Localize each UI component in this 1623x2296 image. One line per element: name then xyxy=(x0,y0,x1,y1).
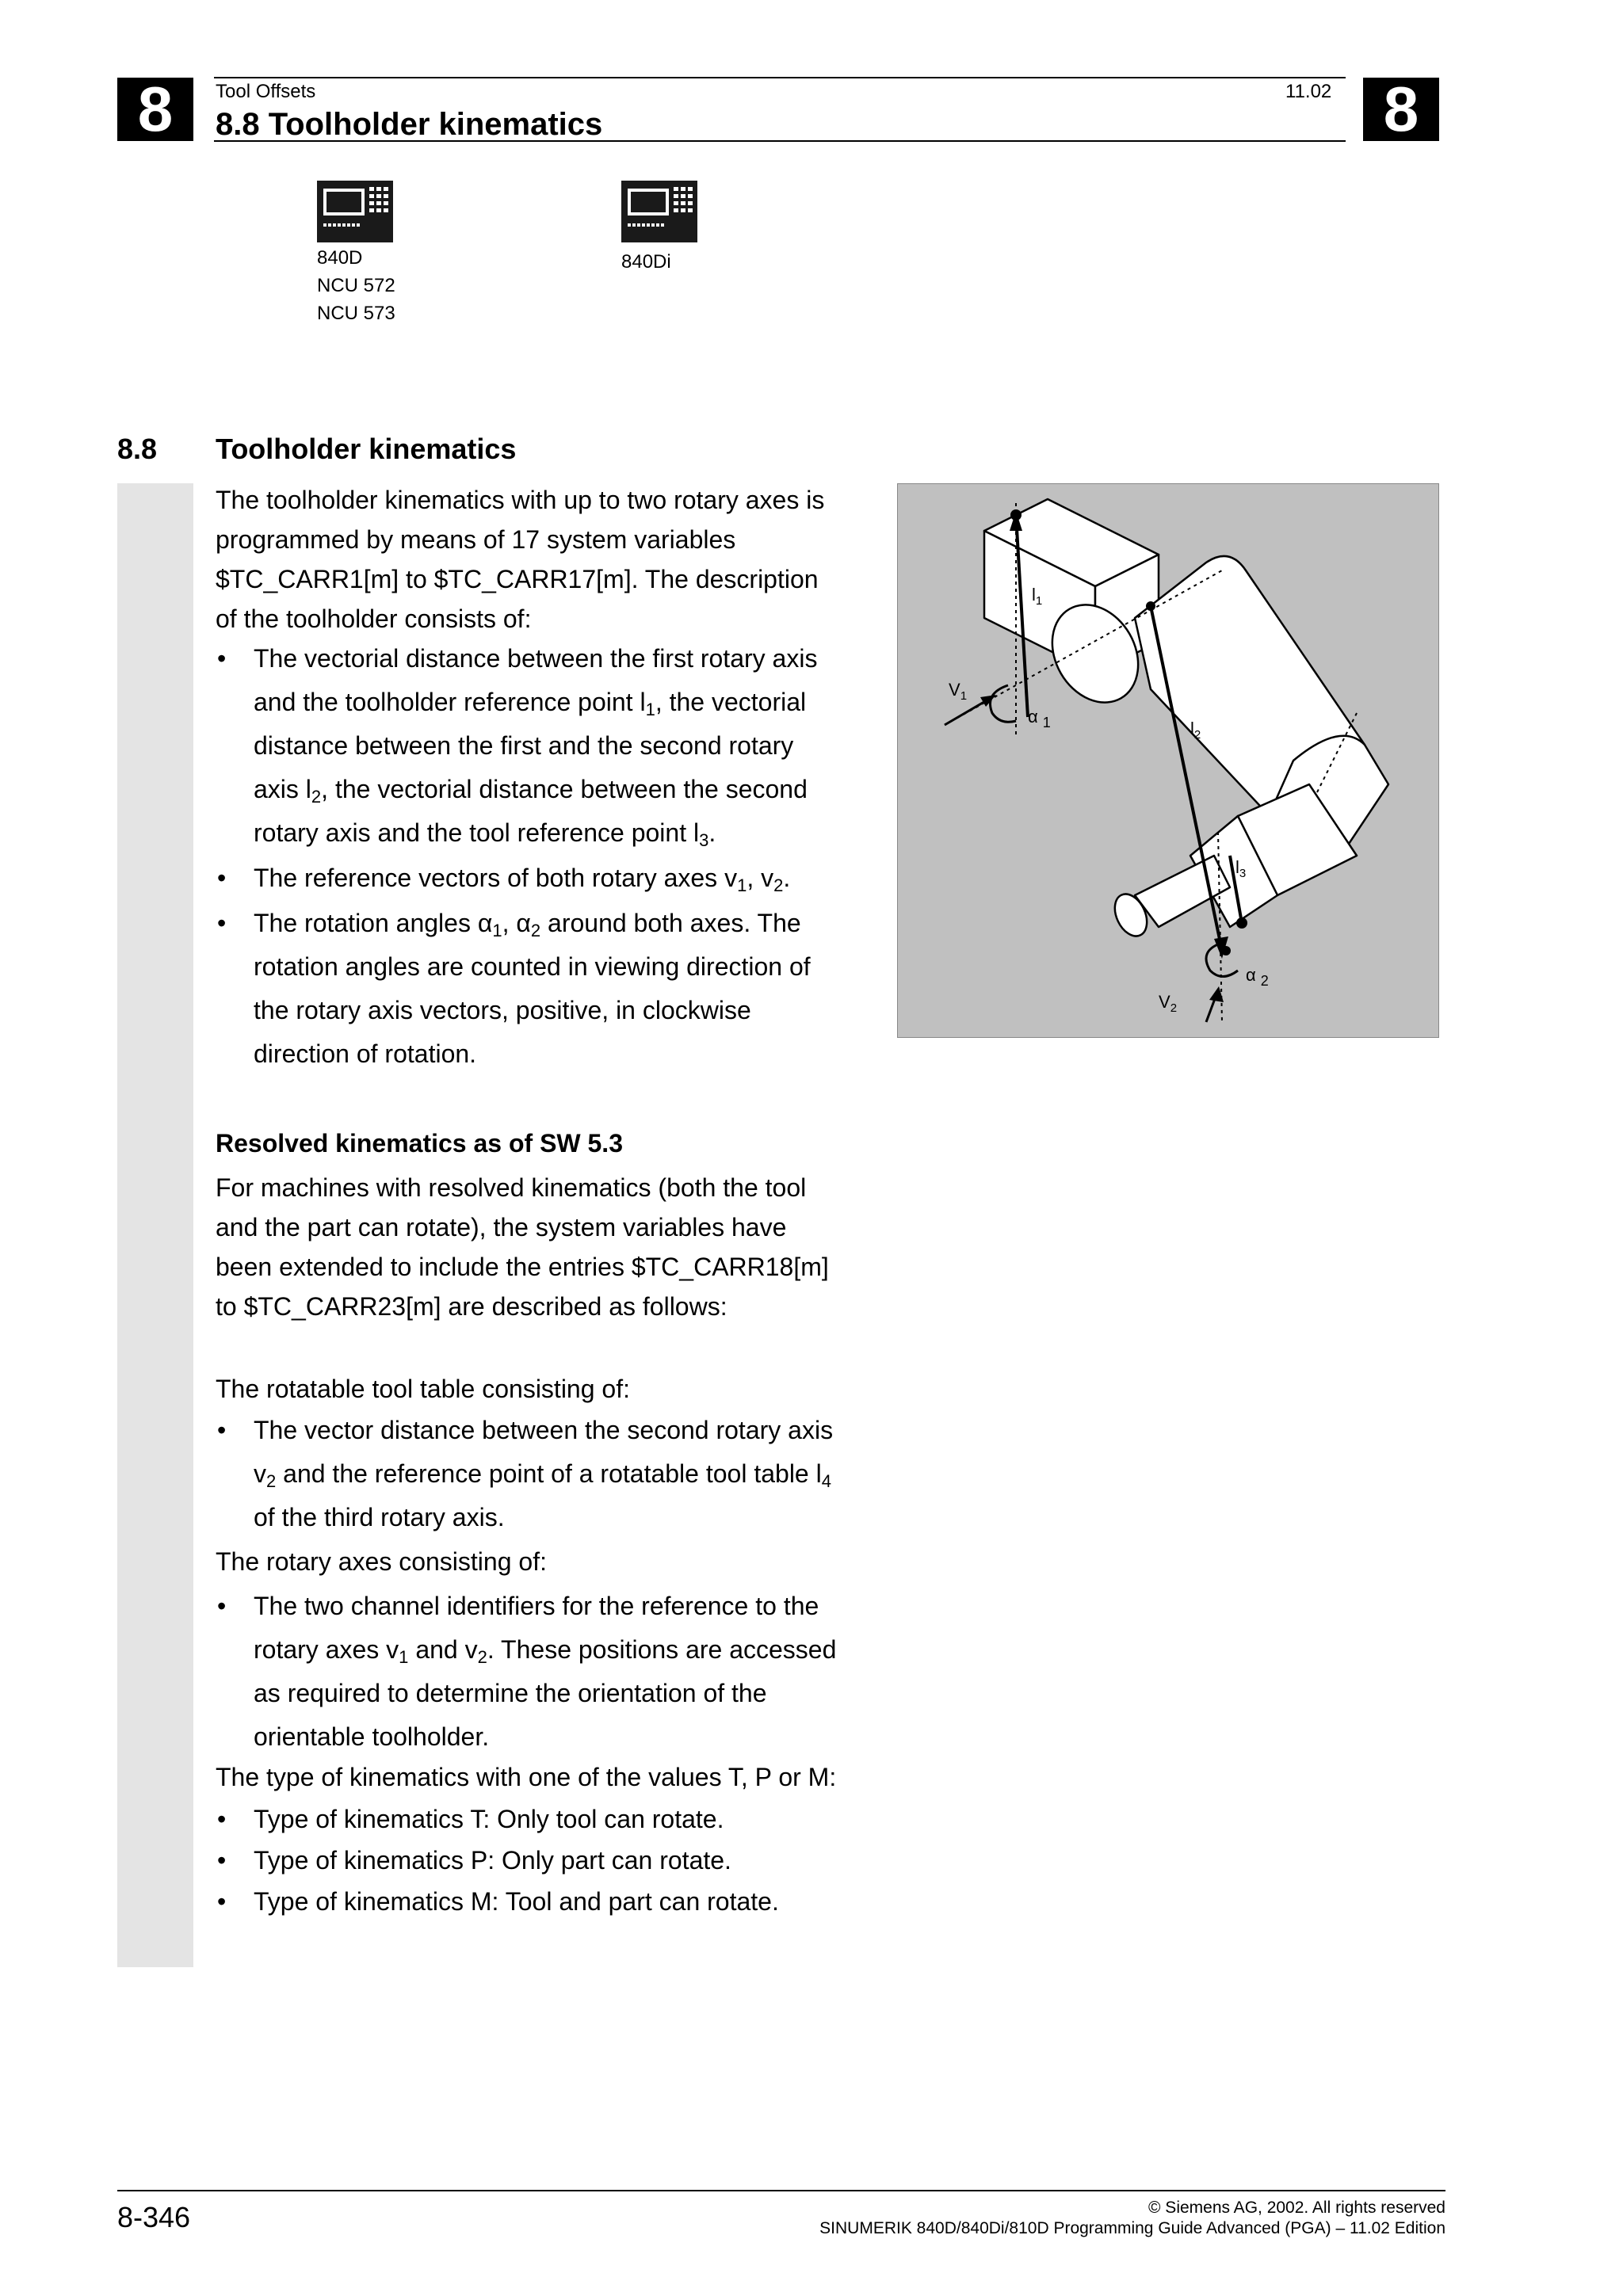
section-title: Toolholder kinematics xyxy=(216,433,517,465)
control-label: 840Di xyxy=(621,251,671,273)
margin-bar xyxy=(117,483,193,1967)
toolholder-kinematics-figure xyxy=(897,483,1439,1038)
svg-text:α2: α $_2$ xyxy=(1246,965,1269,989)
control-panel-icon xyxy=(317,181,393,242)
footer-copyright: © Siemens AG, 2002. All rights reserved xyxy=(1148,2199,1445,2217)
header-edition: 11.02 xyxy=(1285,81,1332,102)
svg-text:l2: $l_2$ xyxy=(1190,719,1201,742)
svg-text:V1: $V_1$ xyxy=(949,680,968,703)
rotary-axes-list xyxy=(216,1585,897,1759)
list-item: • The rotation angles $\alpha_1$, $\alpha_2$ around both axes. The rotation angles are counted in viewing direction of the rotary axis vectors, positive, in clockwise direction of rotation. xyxy=(217,909,811,1068)
chapter-number-box-left: 8 xyxy=(117,78,193,141)
list-item: • The vector distance between the second rotary axis $v_2$ and the reference point of a rotatable tool table $l_4$ of the third rotary axis. xyxy=(217,1416,834,1531)
rotatable-table-list xyxy=(216,1409,897,1539)
rotatable-table-intro: The rotatable tool table consisting of: xyxy=(216,1375,630,1403)
svg-text:l3: $l_3$ xyxy=(1235,857,1247,880)
kinematics-type-list xyxy=(216,1798,897,1922)
svg-text:V2: $V_2$ xyxy=(1159,992,1178,1015)
toolholder-description-list xyxy=(216,637,897,1076)
list-item: • Type of kinematics M: Tool and part can rotate. xyxy=(217,1887,779,1916)
header-section-name: Tool Offsets xyxy=(216,81,316,102)
list-item: • The vectorial distance between the first rotary axis and the toolholder reference point $l_1$, the vectorial distance between the first and the second rotary axis $l_2$, the vectorial distance between the second rotary axis and the tool reference point $l_3$. xyxy=(217,644,818,850)
list-item: • The reference vectors of both rotary axes $v_1$, $v_2$. xyxy=(217,864,791,895)
section-number: 8.8 xyxy=(117,433,158,465)
svg-text:α1: α $_1$ xyxy=(1028,707,1051,730)
header-title: 8.8 Toolholder kinematics xyxy=(216,107,603,142)
intro-paragraph: The toolholder kinematics with up to two rotary axes is programmed by means of 17 system variables $TC_CARR1[m] to $TC_CARR17[m]. The description of the toolholder consists of: xyxy=(216,486,825,633)
list-item: • Type of kinematics P: Only part can rotate. xyxy=(217,1846,731,1875)
header-top-rule xyxy=(214,77,1346,78)
control-label: 840D xyxy=(317,247,363,269)
control-label: NCU 573 xyxy=(317,303,395,324)
control-label: NCU 572 xyxy=(317,275,395,296)
control-panel-icon xyxy=(621,181,697,242)
resolved-paragraph: For machines with resolved kinematics (both the tool and the part can rotate), the system variables have been extended to include the entries $TC_CARR18[m] to $TC_CARR23[m] are described as follows: xyxy=(216,1173,829,1321)
page-number: 8-346 xyxy=(117,2201,191,2233)
chapter-number-box-right: 8 xyxy=(1363,78,1439,141)
svg-text:l1: $l_1$ xyxy=(1032,585,1043,608)
rotary-axes-intro: The rotary axes consisting of: xyxy=(216,1547,547,1576)
resolved-kinematics-heading: Resolved kinematics as of SW 5.3 xyxy=(216,1129,623,1158)
footer-rule xyxy=(117,2190,1445,2191)
list-item: • The two channel identifiers for the reference to the rotary axes $v_1$ and $v_2$. These positions are accessed as required to determine the orientation of the orientable toolholder. xyxy=(217,1592,837,1751)
footer-document-title: SINUMERIK 840D/840Di/810D Programming Guide Advanced (PGA) – 11.02 Edition xyxy=(819,2219,1445,2237)
kinematics-type-intro: The type of kinematics with one of the values T, P or M: xyxy=(216,1763,837,1791)
list-item: • Type of kinematics T: Only tool can rotate. xyxy=(217,1805,724,1833)
